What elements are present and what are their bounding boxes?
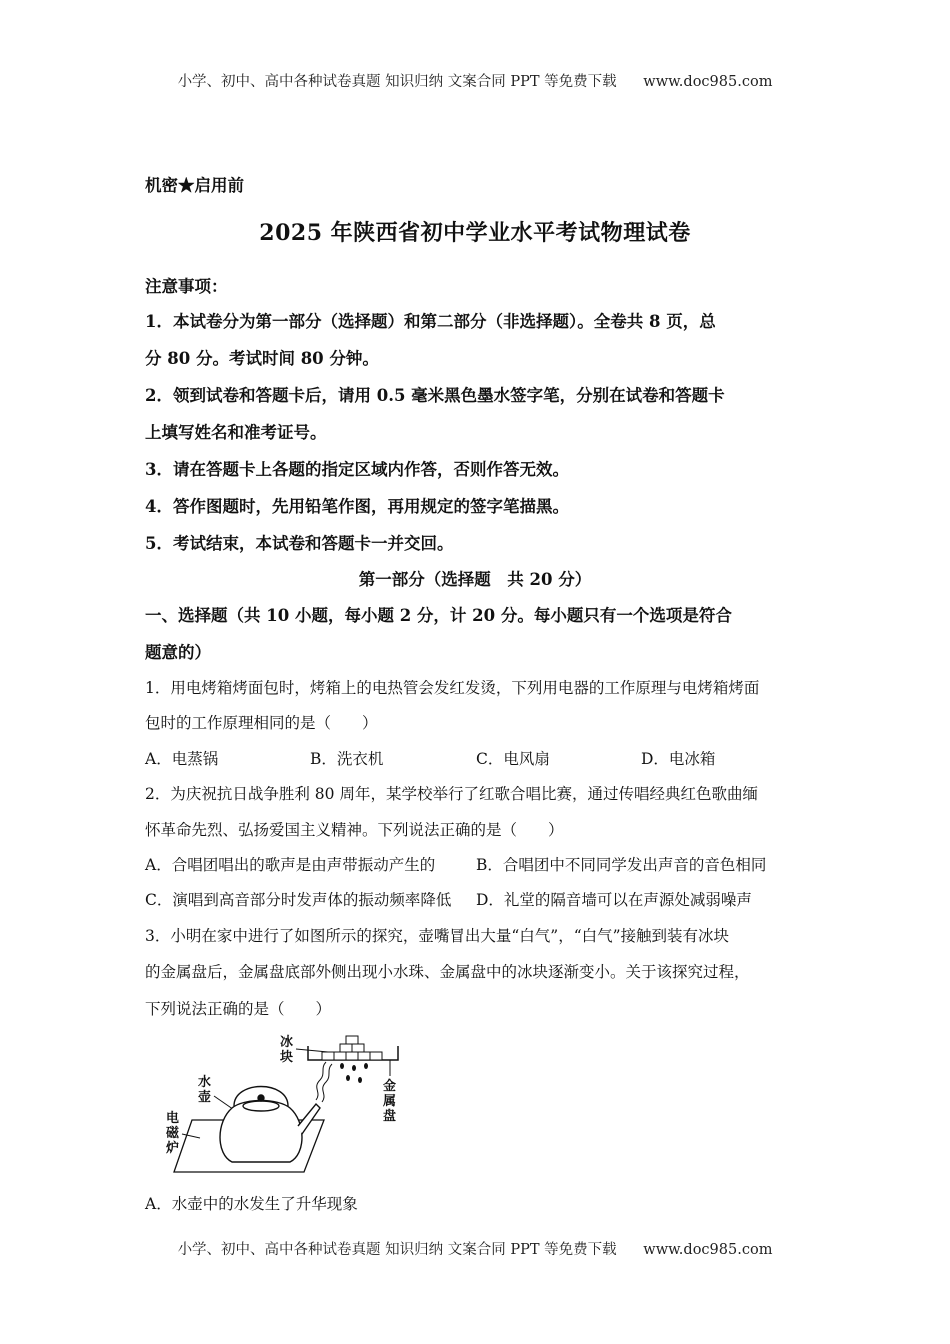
kettle-experiment-figure — [160, 1034, 420, 1184]
page-header — [0, 70, 950, 91]
steam — [316, 1062, 332, 1102]
notice-line: 5．考试结束，本试卷和答题卡一并交回。 — [145, 534, 454, 553]
notice-line: 上填写姓名和准考证号。 — [145, 423, 327, 442]
q3-stem-cont2: 下列说法正确的是（ ） — [145, 1000, 332, 1018]
q3-stem: 3．小明在家中进行了如图所示的探究，壶嘴冒出大量“白气”，“白气”接触到装有冰块 — [145, 927, 730, 945]
water-droplets — [340, 1063, 368, 1083]
q2-option-d: D．礼堂的隔音墙可以在声源处减弱噪声 — [476, 891, 752, 909]
kettle-label-2: 壶 — [198, 1090, 212, 1105]
ice-blocks — [322, 1036, 382, 1060]
notice-heading: 注意事项： — [145, 277, 228, 296]
plate-label-2: 属 — [383, 1094, 397, 1109]
notice-line: 分 80 分。考试时间 80 分钟。 — [145, 349, 379, 368]
q1-option-c: C．电风扇 — [476, 750, 550, 768]
header-text: 小学、初中、高中各种试卷真题 知识归纳 文案合同 PPT 等免费下载 — [177, 74, 617, 90]
header-site[interactable]: www.doc985.com — [643, 74, 773, 90]
section-heading: 一、选择题（共 10 小题，每小题 2 分，计 20 分。每小题只有一个选项是符合 — [145, 606, 732, 625]
page-title: 2025 年陕西省初中学业水平考试物理试卷 — [259, 220, 691, 246]
footer-text: 小学、初中、高中各种试卷真题 知识归纳 文案合同 PPT 等免费下载 — [177, 1242, 617, 1258]
page-footer — [0, 1238, 950, 1259]
stove-label-3: 炉 — [166, 1141, 180, 1156]
ice-label-2: 块 — [280, 1050, 294, 1065]
q1-stem: 1．用电烤箱烤面包时，烤箱上的电热管会发红发烫，下列用电器的工作原理与电烤箱烤面 — [145, 679, 760, 697]
section-heading-cont: 题意的） — [145, 643, 211, 662]
stove-label-1: 电 — [166, 1111, 180, 1126]
q2-option-c: C．演唱到高音部分时发声体的振动频率降低 — [145, 891, 452, 909]
ice-label-1: 冰 — [280, 1035, 294, 1050]
notice-line: 4．答作图题时，先用铅笔作图，再用规定的签字笔描黑。 — [145, 497, 569, 516]
q2-stem-cont: 怀革命先烈、弘扬爱国主义精神。下列说法正确的是（ ） — [145, 821, 564, 839]
plate-label-1: 金 — [383, 1079, 397, 1094]
plate-label-3: 盘 — [383, 1109, 397, 1124]
part1-title: 第一部分（选择题 共 20 分） — [358, 570, 592, 589]
notice-line: 3．请在答题卡上各题的指定区域内作答，否则作答无效。 — [145, 460, 569, 479]
q2-stem: 2．为庆祝抗日战争胜利 80 周年，某学校举行了红歌合唱比赛，通过传唱经典红色歌曲缅 — [145, 785, 758, 803]
q3-stem-cont: 的金属盘后，金属盘底部外侧出现小水珠、金属盘中的冰块逐渐变小。关于该探究过程， — [145, 963, 750, 981]
q1-option-b: B．洗衣机 — [310, 750, 384, 768]
notice-line: 2．领到试卷和答题卡后，请用 0.5 毫米黑色墨水签字笔，分别在试卷和答题卡 — [145, 386, 725, 405]
q1-stem-cont: 包时的工作原理相同的是（ ） — [145, 714, 378, 732]
q1-option-d: D．电冰箱 — [641, 750, 716, 768]
q2-option-b: B．合唱团中不同同学发出声音的音色相同 — [476, 856, 767, 874]
notice-line: 1．本试卷分为第一部分（选择题）和第二部分（非选择题）。全卷共 8 页，总 — [145, 312, 716, 331]
footer-site[interactable]: www.doc985.com — [643, 1242, 773, 1258]
kettle-label-1: 水 — [198, 1075, 212, 1090]
kettle — [220, 1087, 320, 1163]
secret-label: 机密★启用前 — [145, 176, 244, 195]
q2-option-a: A．合唱团唱出的歌声是由声带振动产生的 — [145, 856, 436, 874]
q1-option-a: A．电蒸锅 — [145, 750, 219, 768]
stove-label-2: 磁 — [166, 1126, 180, 1141]
q3-option-a: A．水壶中的水发生了升华现象 — [145, 1195, 358, 1213]
